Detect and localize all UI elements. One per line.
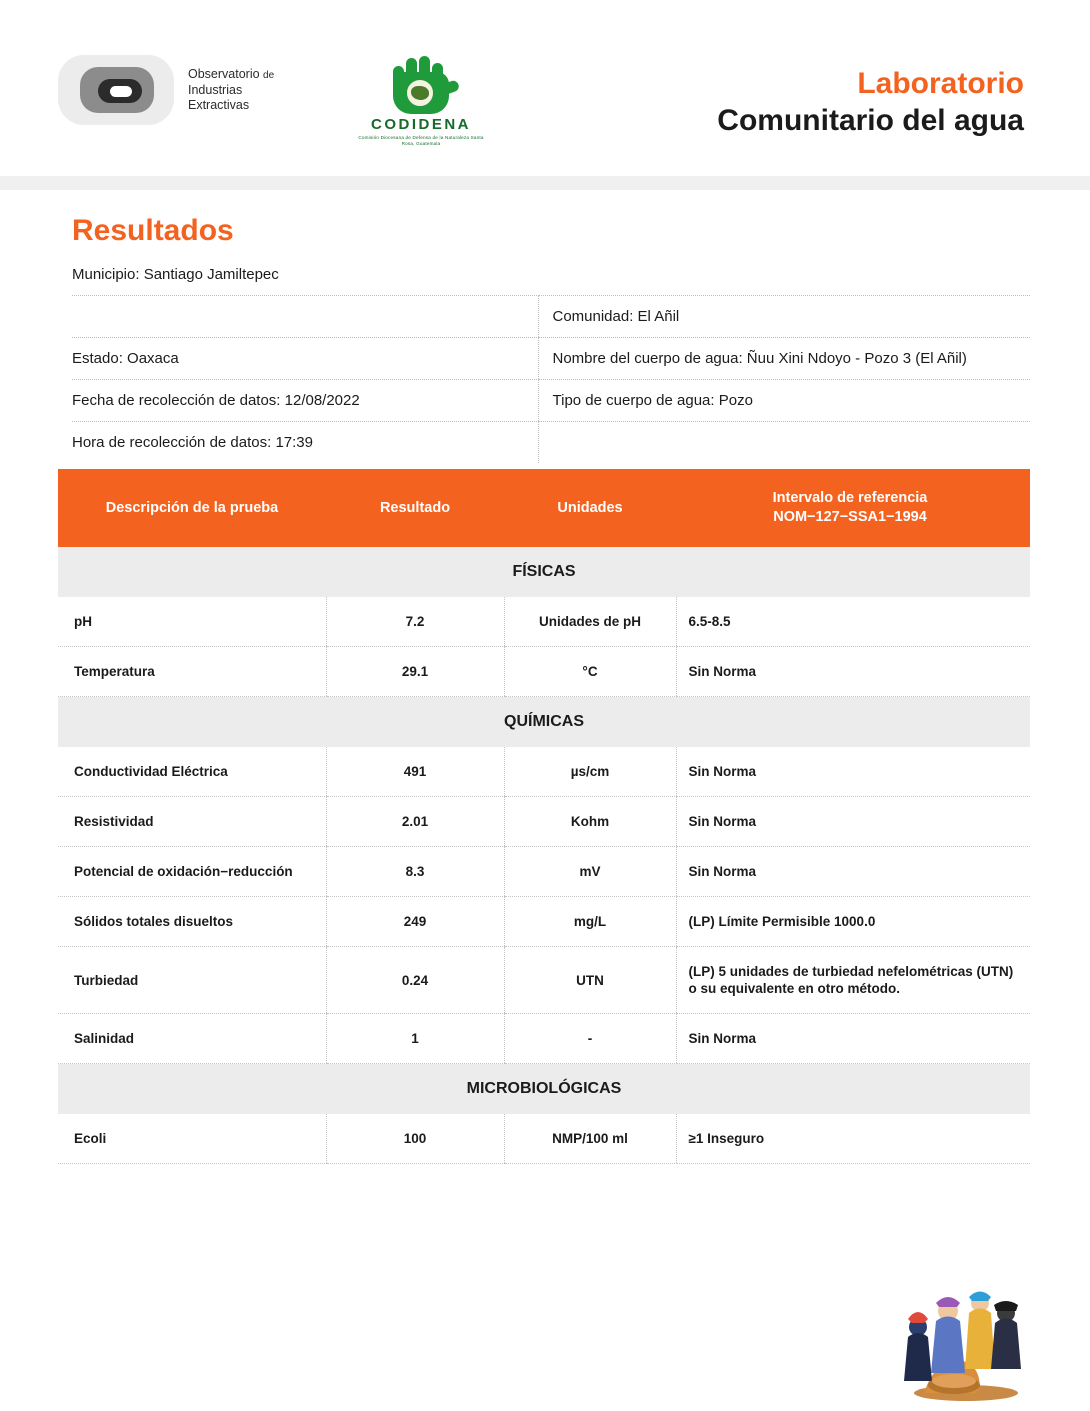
cell-resultado: 1 bbox=[326, 1014, 504, 1064]
cell-prueba: pH bbox=[58, 597, 326, 647]
cell-unidades: Kohm bbox=[504, 797, 676, 847]
cell-resultado: 100 bbox=[326, 1114, 504, 1164]
column-header-resultado: Resultado bbox=[326, 469, 504, 547]
cell-intervalo: Sin Norma bbox=[676, 647, 1030, 697]
cell-intervalo: Sin Norma bbox=[676, 1014, 1030, 1064]
meta-nombre-cuerpo: Nombre del cuerpo de agua: Ñuu Xini Ndoyo - Pozo 3 (El Añil) bbox=[538, 338, 1030, 380]
codidena-subtitle: Comisión Diocesana de Defensa de la Naturaleza Santa Rosa, Guatemala bbox=[358, 135, 484, 146]
cell-resultado: 249 bbox=[326, 897, 504, 947]
cell-resultado: 491 bbox=[326, 747, 504, 797]
table-header-row bbox=[58, 469, 1030, 547]
meta-row bbox=[72, 422, 1030, 464]
meta-municipio: Municipio: Santiago Jamiltepec bbox=[72, 254, 538, 296]
section-header-row bbox=[58, 697, 1030, 748]
results-table-head bbox=[58, 469, 1030, 547]
cell-prueba: Sólidos totales disueltos bbox=[58, 897, 326, 947]
meta-comunidad: Comunidad: El Añil bbox=[538, 296, 1030, 338]
community-illustration bbox=[894, 1273, 1034, 1403]
eye-pupil-icon bbox=[110, 86, 132, 97]
cell-prueba: Ecoli bbox=[58, 1114, 326, 1164]
meta-row bbox=[72, 254, 1030, 296]
table-row bbox=[58, 647, 1030, 697]
cell-resultado: 8.3 bbox=[326, 847, 504, 897]
table-row bbox=[58, 947, 1030, 1014]
cell-prueba: Temperatura bbox=[58, 647, 326, 697]
observatorio-line-1: Observatorio de bbox=[188, 67, 275, 81]
page-header bbox=[0, 0, 1090, 176]
document-content bbox=[0, 190, 1090, 1164]
section-title: MICROBIOLÓGICAS bbox=[58, 1064, 1030, 1115]
cell-resultado: 0.24 bbox=[326, 947, 504, 1014]
meta-row bbox=[72, 296, 1030, 338]
cell-intervalo: (LP) Límite Permisible 1000.0 bbox=[676, 897, 1030, 947]
header-divider bbox=[0, 176, 1090, 190]
meta-fecha: Fecha de recolección de datos: 12/08/2022 bbox=[72, 380, 538, 422]
cell-unidades: °C bbox=[504, 647, 676, 697]
observatorio-line-3: Extractivas bbox=[188, 98, 250, 112]
column-header-intervalo bbox=[676, 469, 1030, 547]
observatorio-logo-text bbox=[188, 67, 274, 113]
meta-row bbox=[72, 380, 1030, 422]
results-table bbox=[58, 469, 1030, 1164]
section-header-row bbox=[58, 1064, 1030, 1115]
intervalo-line-1: Intervalo de referencia bbox=[772, 490, 928, 506]
cell-unidades: - bbox=[504, 1014, 676, 1064]
cell-unidades: mg/L bbox=[504, 897, 676, 947]
cell-intervalo: (LP) 5 unidades de turbiedad nefelométricas (UTN) o su equivalente en otro método. bbox=[676, 947, 1030, 1014]
page-title bbox=[717, 66, 1024, 140]
section-title: FÍSICAS bbox=[58, 547, 1030, 597]
cell-resultado: 2.01 bbox=[326, 797, 504, 847]
observatorio-line-2: Industrias bbox=[188, 83, 243, 97]
cell-prueba: Resistividad bbox=[58, 797, 326, 847]
meta-spacer bbox=[538, 254, 1030, 296]
meta-estado: Estado: Oaxaca bbox=[72, 338, 538, 380]
cell-resultado: 7.2 bbox=[326, 597, 504, 647]
meta-spacer bbox=[538, 422, 1030, 464]
cell-intervalo: Sin Norma bbox=[676, 847, 1030, 897]
meta-row bbox=[72, 338, 1030, 380]
results-heading: Resultados bbox=[72, 214, 234, 247]
cell-unidades: UTN bbox=[504, 947, 676, 1014]
hand-globe-icon bbox=[379, 52, 463, 114]
cell-intervalo: ≥1 Inseguro bbox=[676, 1114, 1030, 1164]
meta-hora: Hora de recolección de datos: 17:39 bbox=[72, 434, 313, 451]
cell-resultado: 29.1 bbox=[326, 647, 504, 697]
cell-unidades: mV bbox=[504, 847, 676, 897]
column-header-unidades: Unidades bbox=[504, 469, 676, 547]
intervalo-line-2: NOM−127−SSA1−1994 bbox=[773, 509, 927, 525]
observatorio-logo bbox=[58, 55, 274, 125]
cell-unidades: NMP/100 ml bbox=[504, 1114, 676, 1164]
cell-unidades: Unidades de pH bbox=[504, 597, 676, 647]
cell-intervalo: 6.5-8.5 bbox=[676, 597, 1030, 647]
cell-intervalo: Sin Norma bbox=[676, 797, 1030, 847]
table-row bbox=[58, 797, 1030, 847]
metadata-table bbox=[72, 254, 1030, 463]
title-comunitario: Comunitario del agua bbox=[717, 104, 1024, 137]
eye-icon bbox=[58, 55, 174, 125]
title-laboratorio: Laboratorio bbox=[857, 67, 1024, 100]
codidena-logo bbox=[355, 52, 487, 147]
cell-prueba: Salinidad bbox=[58, 1014, 326, 1064]
codidena-name: CODIDENA bbox=[370, 116, 471, 133]
column-header-descripcion: Descripción de la prueba bbox=[58, 469, 326, 547]
meta-spacer bbox=[72, 296, 538, 338]
section-header-row bbox=[58, 547, 1030, 597]
table-row bbox=[58, 597, 1030, 647]
meta-tipo-cuerpo: Tipo de cuerpo de agua: Pozo bbox=[538, 380, 1030, 422]
table-row bbox=[58, 847, 1030, 897]
table-row bbox=[58, 897, 1030, 947]
cell-intervalo: Sin Norma bbox=[676, 747, 1030, 797]
table-row bbox=[58, 747, 1030, 797]
cell-prueba: Turbiedad bbox=[58, 947, 326, 1014]
section-title: QUÍMICAS bbox=[58, 697, 1030, 748]
table-row bbox=[58, 1114, 1030, 1164]
table-row bbox=[58, 1014, 1030, 1064]
results-table-body bbox=[58, 547, 1030, 1164]
cell-prueba: Conductividad Eléctrica bbox=[58, 747, 326, 797]
cell-prueba: Potencial de oxidación−reducción bbox=[58, 847, 326, 897]
cell-unidades: µs/cm bbox=[504, 747, 676, 797]
